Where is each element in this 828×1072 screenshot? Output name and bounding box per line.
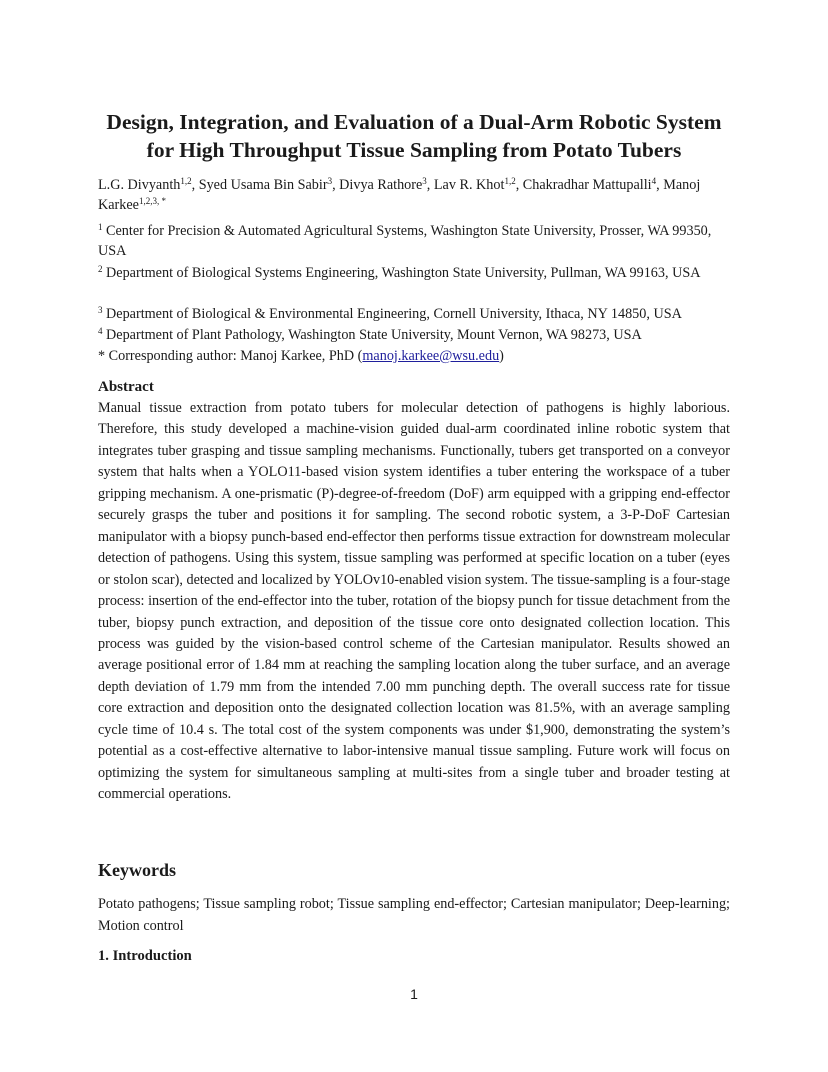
author-separator: , (426, 177, 434, 193)
author-separator: , (332, 177, 340, 193)
affiliation-text: Center for Precision & Automated Agricultural Systems, Washington State University, Prosser, WA 99350, USA (98, 223, 712, 259)
affiliation-4 (98, 326, 738, 346)
author-name: Manoj Karkee (98, 177, 701, 213)
corresponding-prefix: * Corresponding author: Manoj Karkee, PhD ( (98, 348, 363, 364)
author-affil-sup: 1,2,3, * (138, 195, 166, 206)
keywords-heading: Keywords (98, 860, 176, 880)
affiliation-number: 2 (98, 264, 103, 274)
author-name: Divya Rathore (339, 177, 423, 193)
author-name: Lav R. Khot (433, 177, 505, 193)
introduction-heading: 1. Introduction (98, 948, 192, 964)
keywords-body: Potato pathogens; Tissue sampling robot; Tissue sampling end-effector; Cartesian manipulator; Deep-learning; Motion control (98, 896, 730, 934)
author-name: Syed Usama Bin Sabir (198, 177, 328, 193)
author-name: Chakradhar Mattupalli (522, 177, 652, 193)
author-affil-sup: 3 (327, 176, 333, 186)
corresponding-email-link[interactable]: manoj.karkee@wsu.edu (362, 348, 500, 364)
author-affil-sup: 4 (651, 176, 657, 186)
author-separator: , (656, 177, 664, 193)
author-name: L.G. Divyanth (98, 177, 181, 193)
affiliation-text: Department of Plant Pathology, Washington State University, Mount Vernon, WA 98273, USA (106, 327, 642, 343)
affiliation-number: 4 (98, 326, 103, 336)
affiliation-text: Department of Biological Systems Engineering, Washington State University, Pullman, WA 99163, USA (106, 265, 701, 281)
affiliation-text: Department of Biological & Environmental Engineering, Cornell University, Ithaca, NY 14850, USA (106, 306, 682, 322)
corresponding-suffix: ) (499, 348, 504, 364)
paper-title (60, 108, 768, 164)
author-affil-sup: 1,2 (504, 176, 516, 186)
corresponding-author (98, 347, 738, 367)
title-line-2: for High Throughput Tissue Sampling from Potato Tubers (146, 138, 682, 162)
affiliation-number: 1 (98, 222, 103, 232)
affiliation-number: 3 (98, 305, 103, 315)
author-affil-sup: 1,2 (180, 176, 192, 186)
affiliation-3 (98, 305, 738, 325)
author-separator: , (191, 177, 199, 193)
abstract-heading: Abstract (98, 379, 154, 395)
page-number: 1 (410, 986, 418, 1002)
author-list (98, 176, 738, 215)
author-affil-sup: 3 (422, 176, 427, 186)
abstract-body: Manual tissue extraction from potato tubers for molecular detection of pathogens is highly laborious. Therefore, this study developed a machine-vision guided dual-arm coordinated inline robotic system that integrates tuber grasping and tissue sampling mechanisms. Functionally, tubers get transported on a conveyor system that halts when a YOLO11-based vision system identifies a tuber entering the workspace of a tuber gripping mechanism. A one-prismatic (P)-degree-of-freedom (DoF) arm equipped with a gripping end-effector securely grasps the tuber and positions it for sampling. The second robotic system, a 3-P-DoF Cartesian manipulator with a biopsy punch-based end-effector then performs tissue extraction for downstream molecular detection of pathogens. Using this system, tissue sampling was performed at specific location on a tuber (eyes or stolon scar), detected and localized by YOLOv10-enabled vision system. The tissue-sampling is a four-stage process: insertion of the end-effector into the tuber, rotation of the biopsy punch for tissue detachment from the tuber, biopsy punch extraction, and deposition of the tissue core onto designated collection location. This process was guided by the vision-based control scheme of the Cartesian manipulator. Results showed an average positional error of 1.84 mm at reaching the sampling location along the tuber surface, and an average depth deviation of 1.79 mm from the intended 7.00 mm punching depth. The overall success rate for tissue core extraction and deposition onto the designated collection location was 81.5%, with an average sampling cycle time of 10.4 s. The total cost of the system components was under $1,900, demonstrating the system’s potential as a cost-effective alternative to labor-intensive manual tissue sampling. Future work will focus on optimizing the system for simultaneous sampling at multi-sites from a single tuber and broader testing at commercial operations. (98, 400, 730, 803)
title-line-1: Design, Integration, and Evaluation of a Dual-Arm Robotic System (106, 110, 722, 134)
affiliation-2 (98, 264, 738, 284)
affiliation-1 (98, 222, 738, 261)
author-separator: , (515, 177, 523, 193)
